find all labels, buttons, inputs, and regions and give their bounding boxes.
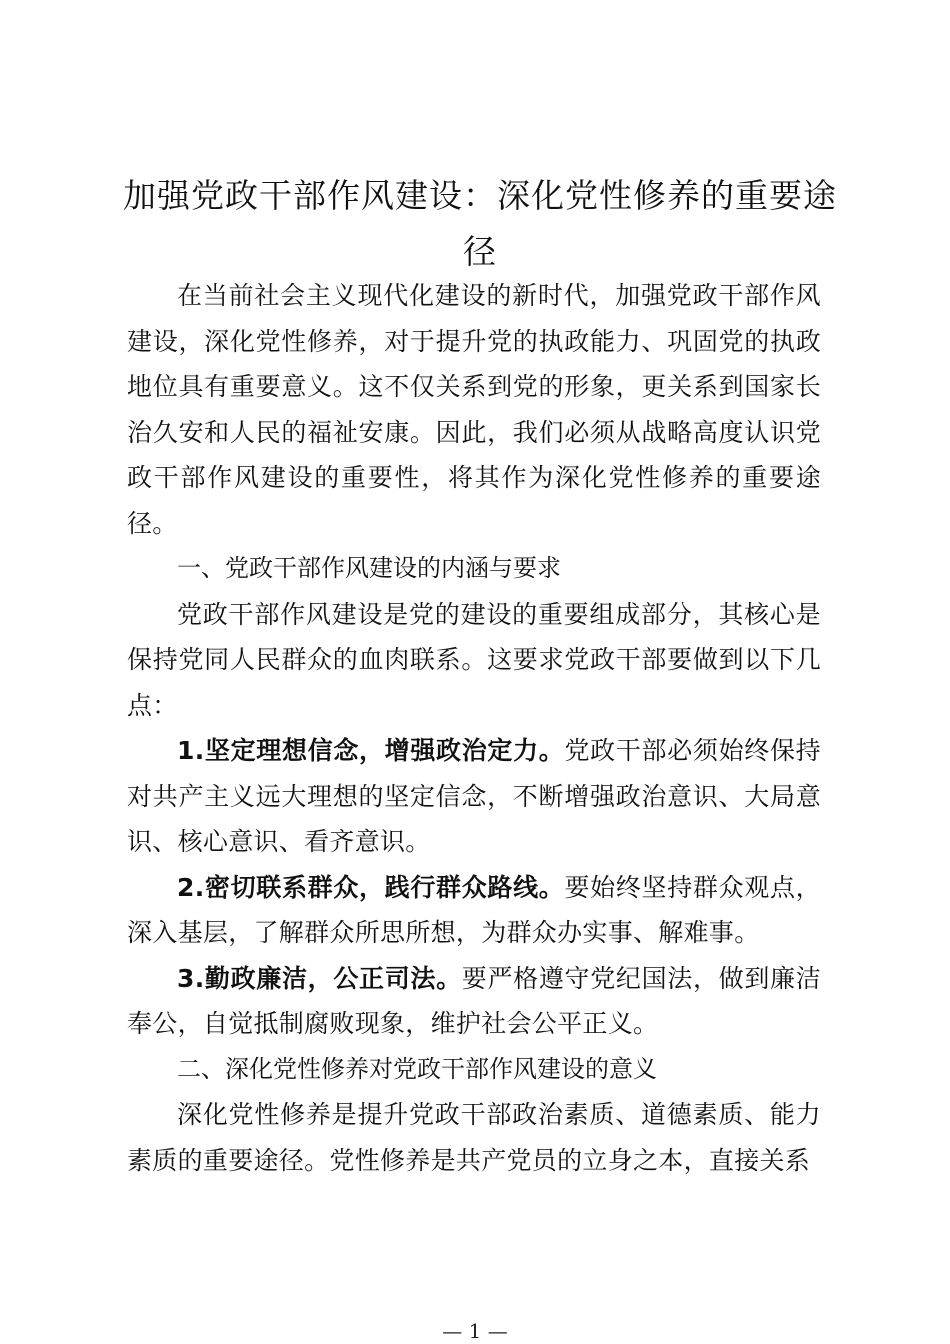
section-1-paragraph: 党政干部作风建设是党的建设的重要组成部分，其核心是保持党同人民群众的血肉联系。这要求党政干部要做到以下几点： xyxy=(127,599,821,720)
point-3-text: 要严格遵守党纪国法，做到廉洁奉公，自觉抵制腐败现象，维护社会公平正义。 xyxy=(127,963,822,1038)
point-1-lead: 1.坚定理想信念，增强政治定力。 xyxy=(177,736,565,765)
intro-paragraph: 在当前社会主义现代化建设的新时代，加强党政干部作风建设，深化党性修养，对于提升党的执政能力、巩固党的执政地位具有重要意义。这不仅关系到党的形象，更关系到国家长治久安和人民的福祉安康。因此，我们必须从战略高度认识党政干部作风建设的重要性，将其作为深化党性修养的重要途径。 xyxy=(127,281,821,538)
section-2-paragraph: 深化党性修养是提升党政干部政治素质、道德素质、能力素质的重要途径。党性修养是共产党员的立身之本，直接关系 xyxy=(127,1100,821,1175)
document-title: 加强党政干部作风建设：深化党性修养的重要途径 xyxy=(123,176,837,271)
section-2-heading: 二、深化党性修养对党政干部作风建设的意义 xyxy=(177,1054,657,1083)
section-1-heading: 一、党政干部作风建设的内涵与要求 xyxy=(177,554,561,582)
page-number: — 1 — xyxy=(442,1319,508,1343)
document-body xyxy=(127,273,821,1183)
point-3-lead: 3.勤政廉洁，公正司法。 xyxy=(177,963,462,993)
point-2-paragraph xyxy=(127,865,821,956)
point-1-paragraph xyxy=(127,728,821,865)
point-2-text: 要始终坚持群众观点，深入基层，了解群众所思所想，为群众办实事、解难事。 xyxy=(127,872,821,947)
point-1-text: 党政干部必须始终保持对共产主义远大理想的坚定信念，不断增强政治意识、大局意识、核心意识、看齐意识。 xyxy=(127,736,821,856)
point-3-paragraph xyxy=(127,956,821,1047)
point-2-lead: 2.密切联系群众，践行群众路线。 xyxy=(177,872,565,902)
